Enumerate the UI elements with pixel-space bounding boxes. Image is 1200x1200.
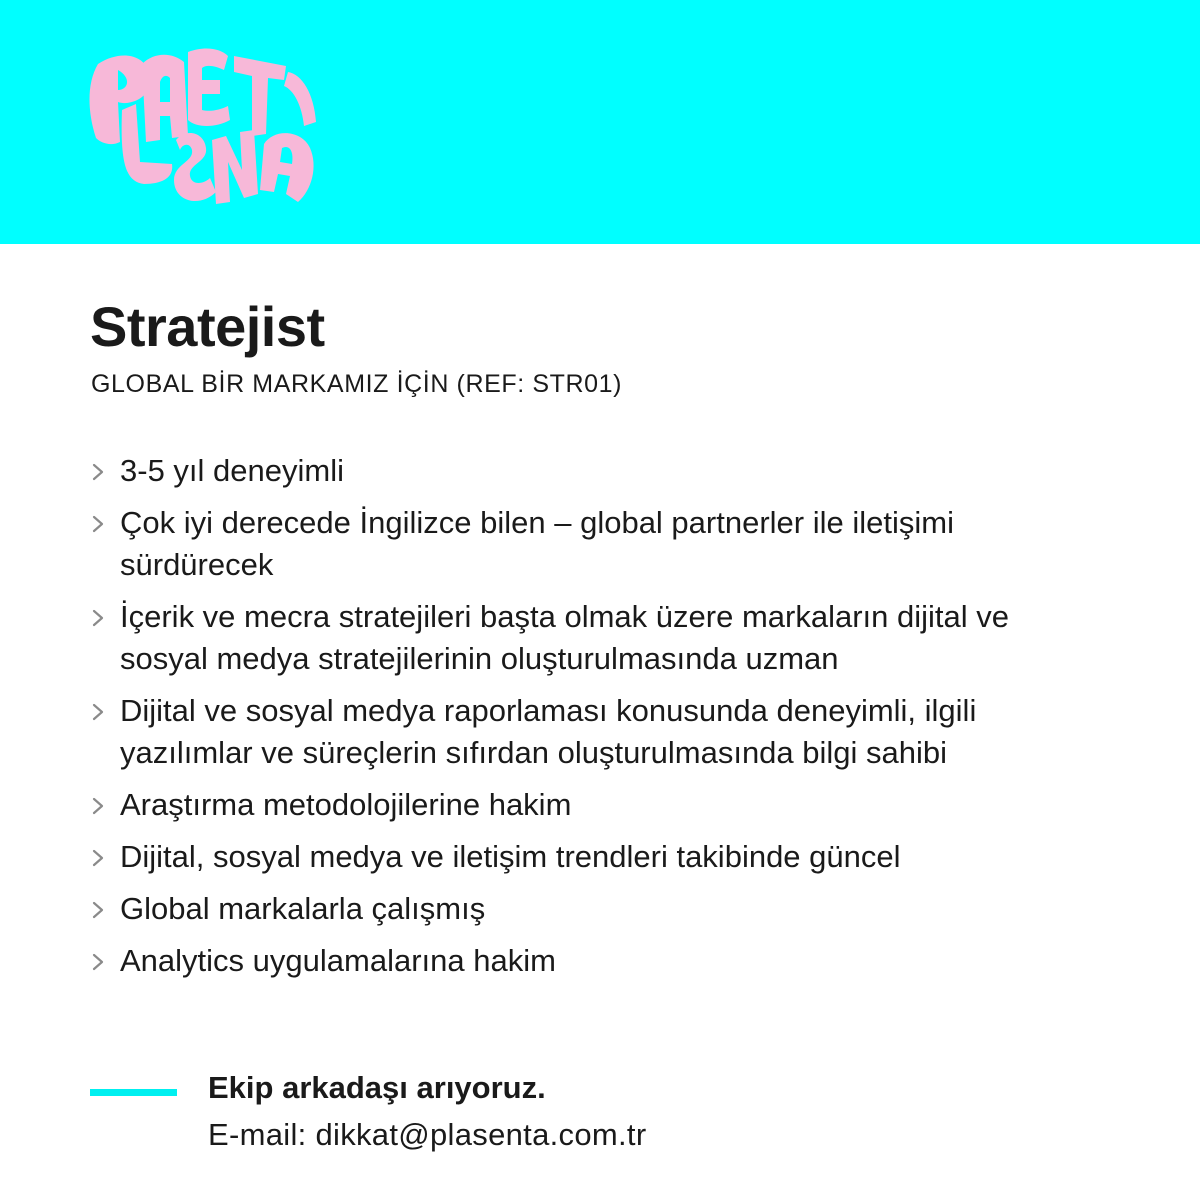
contact-email: E-mail: dikkat@plasenta.com.tr [208,1117,647,1152]
requirement-text: Araştırma metodolojilerine hakim [120,787,572,822]
job-subtitle: GLOBAL BİR MARKAMIZ İÇİN (REF: STR01) [91,370,623,398]
chevron-right-icon [90,849,106,867]
requirement-item [90,784,1100,826]
requirement-item [90,888,1100,930]
chevron-right-icon [90,797,106,815]
plasenta-logo-graphic [76,44,320,214]
requirements-list [90,450,1100,992]
chevron-right-icon [90,515,106,533]
chevron-right-icon [90,609,106,627]
requirement-text: Global markalarla çalışmış [120,891,486,926]
requirement-text: Dijital ve sosyal medya raporlaması konusunda deneyimli, ilgili yazılımlar ve süreçlerin sıfırdan oluşturulmasında bilgi sahibi [120,693,977,770]
requirement-text: 3-5 yıl deneyimli [120,453,344,488]
requirement-text: Analytics uygulamalarına hakim [120,943,556,978]
plasenta-logo [76,44,320,214]
header-band [0,0,1200,244]
requirement-text: İçerik ve mecra stratejileri başta olmak üzere markaların dijital ve sosyal medya stratejilerinin oluşturulmasında uzman [120,599,1009,676]
requirement-item [90,502,1100,586]
chevron-right-icon [90,901,106,919]
requirement-item [90,940,1100,982]
requirement-text: Çok iyi derecede İngilizce bilen – global partnerler ile iletişimi sürdürecek [120,505,954,582]
footer-heading: Ekip arkadaşı arıyoruz. [208,1070,546,1105]
chevron-right-icon [90,953,106,971]
job-title: Stratejist [90,295,325,358]
requirement-item [90,836,1100,878]
requirement-text: Dijital, sosyal medya ve iletişim trendleri takibinde güncel [120,839,901,874]
requirement-item [90,450,1100,492]
requirement-item [90,690,1100,774]
requirement-item [90,596,1100,680]
chevron-right-icon [90,703,106,721]
accent-divider [90,1089,177,1096]
chevron-right-icon [90,463,106,481]
